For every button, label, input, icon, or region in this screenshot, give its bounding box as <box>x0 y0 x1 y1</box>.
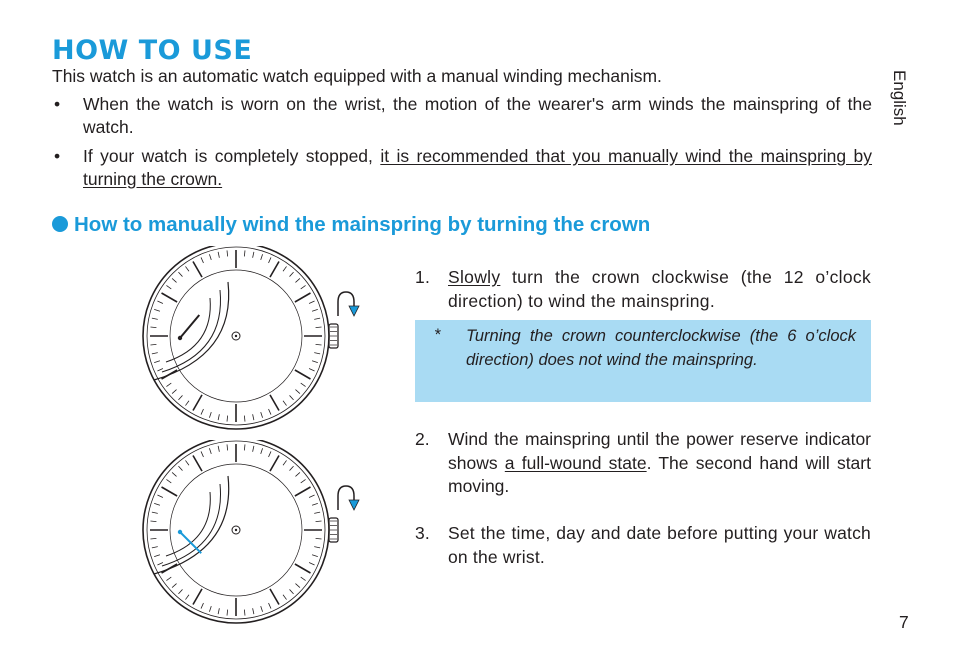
step-1 <box>415 266 871 313</box>
minute-tick <box>227 444 228 450</box>
minute-tick <box>185 460 189 465</box>
center-dot <box>235 335 237 337</box>
minute-tick <box>157 301 162 303</box>
minute-tick <box>201 451 203 456</box>
minute-tick <box>301 383 306 387</box>
step-text <box>448 266 871 313</box>
minute-tick <box>152 547 158 548</box>
subheading-text: How to manually wind the mainspring by turning the crown <box>74 213 651 236</box>
minute-tick <box>178 589 182 593</box>
power-reserve-hand <box>180 315 199 338</box>
minute-tick <box>290 589 294 593</box>
minute-tick <box>218 252 219 258</box>
minute-tick <box>227 610 228 616</box>
minute-tick <box>166 383 171 387</box>
minute-tick <box>269 603 271 608</box>
step-text-rest: turn the crown clockwise (the 12 o’clock direction) to wind the mainspring. <box>448 267 871 311</box>
bullet-item <box>52 145 872 191</box>
minute-tick <box>290 395 294 399</box>
minute-tick <box>269 451 271 456</box>
minute-tick <box>314 318 320 319</box>
minute-tick <box>150 344 156 345</box>
minute-tick <box>227 250 228 256</box>
minute-tick <box>218 608 219 614</box>
minute-tick <box>261 606 263 612</box>
minute-tick <box>316 344 322 345</box>
minute-tick <box>227 416 228 422</box>
minute-tick <box>172 472 176 476</box>
minute-tick <box>209 448 211 454</box>
note-asterisk: * <box>434 326 441 344</box>
power-reserve-frame <box>154 476 229 574</box>
hour-marker <box>193 262 202 278</box>
watch-outer-case <box>143 246 329 429</box>
hour-marker <box>270 589 279 605</box>
hour-marker <box>193 395 202 411</box>
minute-tick <box>154 361 160 363</box>
hour-marker <box>295 293 311 302</box>
minute-tick <box>157 369 162 371</box>
bullet-text: When the watch is worn on the wrist, the motion of the wearer's arm winds the mainspring of the watch. <box>83 94 872 137</box>
hour-marker <box>162 487 178 496</box>
minute-tick <box>295 584 299 588</box>
minute-tick <box>261 254 263 260</box>
minute-tick <box>154 555 160 557</box>
minute-tick <box>152 512 158 513</box>
step-text-before: Wind the mainspring until the power reserve indicator shows <box>448 429 871 473</box>
minute-tick <box>172 584 176 588</box>
note-text: Turning the crown counterclockwise (the 6 o’clock direction) does not wind the mainspring. <box>466 327 856 369</box>
page-number: 7 <box>899 612 909 632</box>
minute-tick <box>309 495 314 497</box>
minute-tick <box>209 606 211 612</box>
minute-tick <box>154 503 160 505</box>
minute-tick <box>185 266 189 271</box>
minute-tick <box>244 444 245 450</box>
minute-tick <box>201 603 203 608</box>
power-reserve-hand-pivot <box>178 336 182 340</box>
arrow-head-icon <box>349 306 359 316</box>
bullet-dot-icon <box>52 216 68 232</box>
step-number: 3. <box>415 523 430 543</box>
minute-tick <box>152 318 158 319</box>
hour-marker <box>270 262 279 278</box>
minute-tick <box>269 409 271 414</box>
minute-tick <box>290 272 294 276</box>
minute-tick <box>209 412 211 418</box>
minute-tick <box>253 252 254 258</box>
arrow-head-icon <box>349 500 359 510</box>
minute-tick <box>283 460 287 465</box>
minute-tick <box>295 472 299 476</box>
hour-marker <box>193 589 202 605</box>
bullet-item <box>52 93 872 139</box>
minute-tick <box>316 327 322 328</box>
minute-tick <box>218 446 219 452</box>
section-subheading <box>52 212 650 238</box>
watch-illustration-full <box>140 440 360 630</box>
hour-marker <box>295 370 311 379</box>
hour-marker <box>270 395 279 411</box>
minute-tick <box>309 369 314 371</box>
step-number: 2. <box>415 429 430 449</box>
step-3 <box>415 522 871 569</box>
power-reserve-arc-inner <box>166 298 210 362</box>
minute-tick <box>290 466 294 470</box>
minute-tick <box>157 563 162 565</box>
minute-tick <box>314 353 320 354</box>
step-text: Set the time, day and date before putting your watch on the wrist. <box>448 523 871 567</box>
minute-tick <box>312 361 318 363</box>
minute-tick <box>295 278 299 282</box>
minute-tick <box>295 390 299 394</box>
minute-tick <box>301 577 306 581</box>
page-title: HOW TO USE <box>52 35 253 66</box>
minute-tick <box>301 479 306 483</box>
minute-tick <box>178 466 182 470</box>
minute-tick <box>201 257 203 262</box>
minute-tick <box>283 595 287 600</box>
minute-tick <box>314 547 320 548</box>
center-dot <box>235 529 237 531</box>
minute-tick <box>309 301 314 303</box>
minute-tick <box>244 416 245 422</box>
minute-tick <box>150 521 156 522</box>
minute-tick <box>201 409 203 414</box>
minute-tick <box>244 610 245 616</box>
minute-tick <box>218 414 219 420</box>
minute-tick <box>283 266 287 271</box>
minute-tick <box>316 521 322 522</box>
minute-tick <box>172 390 176 394</box>
underlined-slowly: Slowly <box>448 267 501 287</box>
minute-tick <box>209 254 211 260</box>
minute-tick <box>261 412 263 418</box>
bullet-text: If your watch is completely stopped, <box>83 146 381 166</box>
minute-tick <box>178 272 182 276</box>
minute-tick <box>253 608 254 614</box>
hour-marker <box>295 487 311 496</box>
step-text <box>448 428 871 499</box>
minute-tick <box>166 285 171 289</box>
hour-marker <box>270 456 279 472</box>
minute-tick <box>154 309 160 311</box>
minute-tick <box>157 495 162 497</box>
minute-tick <box>172 278 176 282</box>
minute-tick <box>152 353 158 354</box>
hour-marker <box>162 293 178 302</box>
clockwise-arrow-icon <box>338 486 354 510</box>
power-reserve-frame <box>154 282 229 380</box>
minute-tick <box>150 327 156 328</box>
hour-marker <box>193 456 202 472</box>
power-reserve-arc-inner <box>166 492 210 556</box>
minute-tick <box>283 401 287 406</box>
minute-tick <box>185 401 189 406</box>
minute-tick <box>178 395 182 399</box>
minute-tick <box>312 309 318 311</box>
minute-tick <box>166 577 171 581</box>
minute-tick <box>253 446 254 452</box>
step-2 <box>415 428 871 499</box>
minute-tick <box>261 448 263 454</box>
minute-tick <box>312 555 318 557</box>
minute-tick <box>185 595 189 600</box>
minute-tick <box>269 257 271 262</box>
note-box <box>415 320 871 402</box>
step-text-after: . The second hand will start moving. <box>448 452 871 496</box>
minute-tick <box>253 414 254 420</box>
step-number: 1. <box>415 267 431 287</box>
bullet-list <box>52 93 872 197</box>
clockwise-arrow-icon <box>338 292 354 316</box>
underlined-recommendation: it is recommended that you manually wind the mainspring by turning the crown. <box>83 146 873 189</box>
minute-tick <box>166 479 171 483</box>
minute-tick <box>150 538 156 539</box>
language-tab-label: English <box>890 70 909 126</box>
watch-outer-case <box>143 440 329 623</box>
power-reserve-hand-pivot <box>178 530 182 534</box>
minute-tick <box>309 563 314 565</box>
watch-illustration-empty <box>140 246 360 436</box>
minute-tick <box>314 512 320 513</box>
underlined-full-wound: a full-wound state <box>504 452 647 473</box>
minute-tick <box>312 503 318 505</box>
power-reserve-arc-outer <box>162 484 221 566</box>
minute-tick <box>301 285 306 289</box>
hour-marker <box>295 564 311 573</box>
power-reserve-arc-outer <box>162 290 221 372</box>
minute-tick <box>316 538 322 539</box>
intro-paragraph: This watch is an automatic watch equipped with a manual winding mechanism. <box>52 66 662 86</box>
minute-tick <box>244 250 245 256</box>
